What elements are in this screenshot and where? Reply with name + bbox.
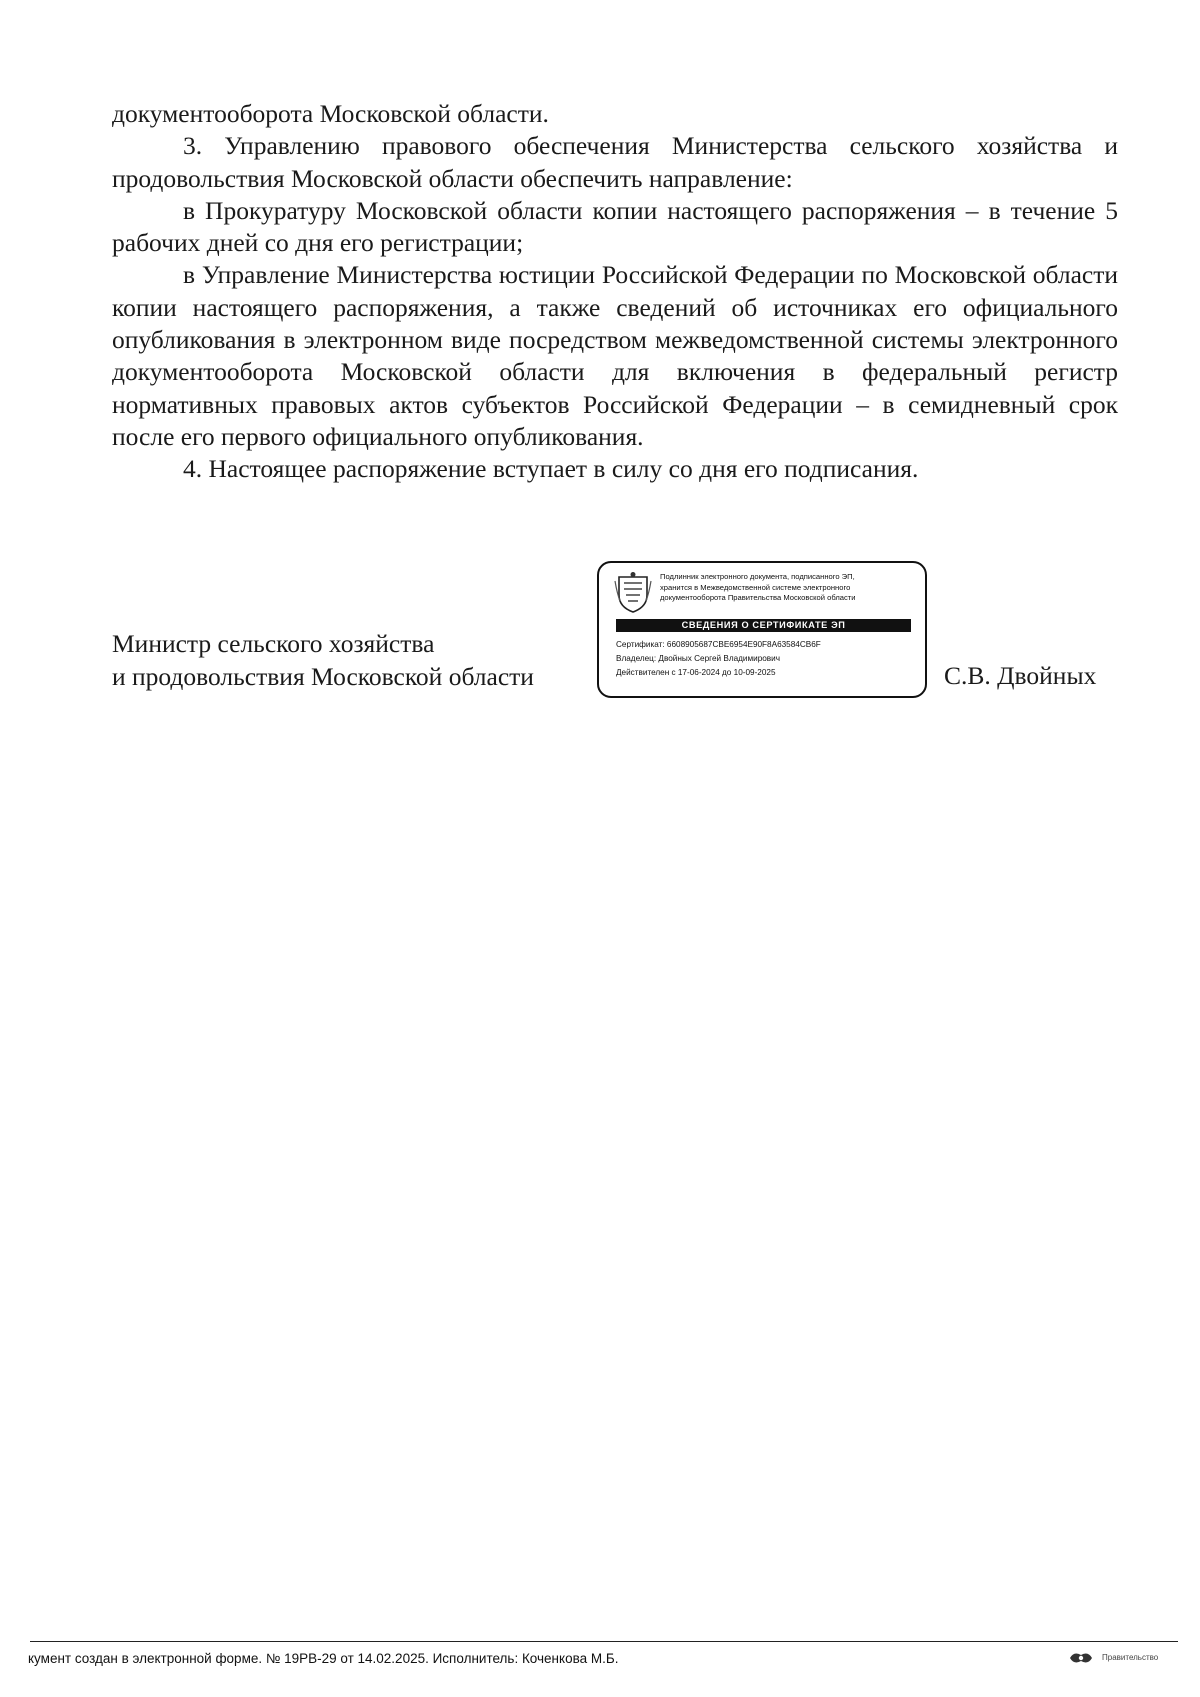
paragraph-continuation: документооборота Московской области. — [112, 99, 549, 128]
paragraph-item-3: 3. Управлению правового обеспечения Министерства сельского хозяйства и продовольствия Московской области обеспечить направление: — [112, 131, 1118, 193]
footer-registration-info: кумент создан в электронной форме. № 19РВ-29 от 14.02.2025. Исполнитель: Коченкова М.Б. — [28, 1651, 619, 1666]
document-body — [112, 98, 1118, 486]
paragraph-item-4: 4. Настоящее распоряжение вступает в силу со дня его подписания. — [183, 454, 919, 484]
certificate-heading: СВЕДЕНИЯ О СЕРТИФИКАТЕ ЭП — [616, 619, 911, 632]
stamp-note — [660, 572, 922, 604]
stamp-note-line-3: документооборота Правительства Московской области — [660, 593, 856, 602]
stamp-note-line-2: хранится в Межведомственной системе электронного — [660, 582, 851, 592]
footer-divider — [30, 1641, 1178, 1642]
signatory-title-line-1: Министр сельского хозяйства — [112, 629, 435, 658]
signatory-title-line-2: и продовольствия Московской области — [112, 662, 534, 691]
certificate-validity: Действителен с 17-06-2024 до 10-09-2025 — [616, 668, 776, 677]
certificate-details — [616, 638, 916, 680]
stamp-note-line-1: Подлинник электронного документа, подписанного ЭП, — [660, 572, 855, 581]
footer-logo-text: Правительство — [1102, 1653, 1159, 1662]
government-logo-icon — [1068, 1650, 1094, 1666]
electronic-signature-stamp — [597, 561, 927, 698]
certificate-owner: Владелец: Двойных Сергей Владимирович — [616, 654, 780, 663]
signatory-title — [112, 627, 592, 693]
coat-of-arms-icon — [613, 571, 653, 615]
signatory-name: С.В. Двойных — [944, 661, 1097, 690]
certificate-number: Сертификат: 6608905687CBE6954E90F8A63584CB6F — [616, 640, 821, 649]
paragraph-prosecutor: в Прокуратуру Московской области копии настоящего распоряжения – в течение 5 рабочих дней со дня его регистрации; — [112, 195, 1118, 258]
paragraph-justice-ministry: в Управление Министерства юстиции Российской Федерации по Московской области копии настоящего распоряжения, а также сведений об источниках его официального опубликования в электронном виде посредством межведомственной системы электронного документооборота Московской области для включения в федеральный регистр нормативных правовых актов субъектов Российской Федерации – в семидневный срок после его первого официального опубликования. — [112, 260, 1118, 451]
